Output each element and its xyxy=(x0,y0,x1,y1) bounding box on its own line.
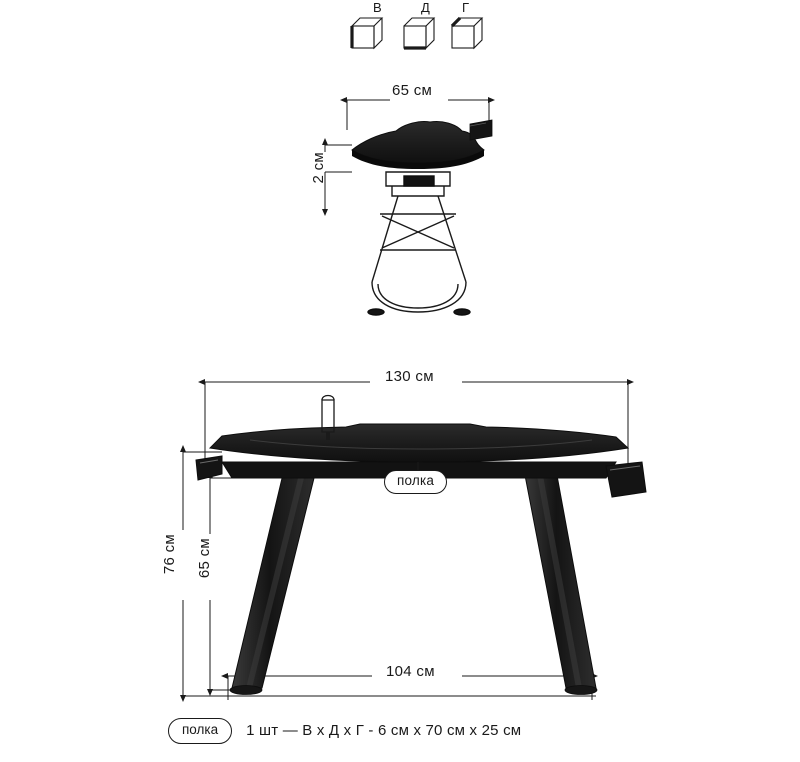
top-view-width-label: 65 см xyxy=(392,82,433,99)
cube-icon-depth xyxy=(452,18,482,48)
desk-front-view-illustration xyxy=(196,396,646,695)
top-view-thickness-dimension xyxy=(325,145,352,210)
front-view-shelf-height-label: 65 см xyxy=(196,538,213,579)
front-view-width-label: 130 см xyxy=(385,368,434,385)
legend-text: 1 шт — В х Д х Г - 6 см x 70 см x 25 см xyxy=(246,722,522,740)
cube-icon-height xyxy=(352,18,382,48)
cube-icon-length xyxy=(404,18,434,48)
desk-top-view-illustration xyxy=(352,120,492,315)
front-view-base-width-label: 104 см xyxy=(386,663,435,680)
top-view-thickness-label: 2 см xyxy=(310,152,327,184)
axis-letter-depth: Г xyxy=(462,0,470,15)
front-view-total-height-label: 76 см xyxy=(161,534,178,575)
axis-letter-length: Д xyxy=(421,0,430,15)
legend xyxy=(168,718,521,744)
axis-letter-height: В xyxy=(373,0,382,15)
shelf-callout-badge: полка xyxy=(384,470,447,494)
legend-badge: полка xyxy=(168,718,232,744)
